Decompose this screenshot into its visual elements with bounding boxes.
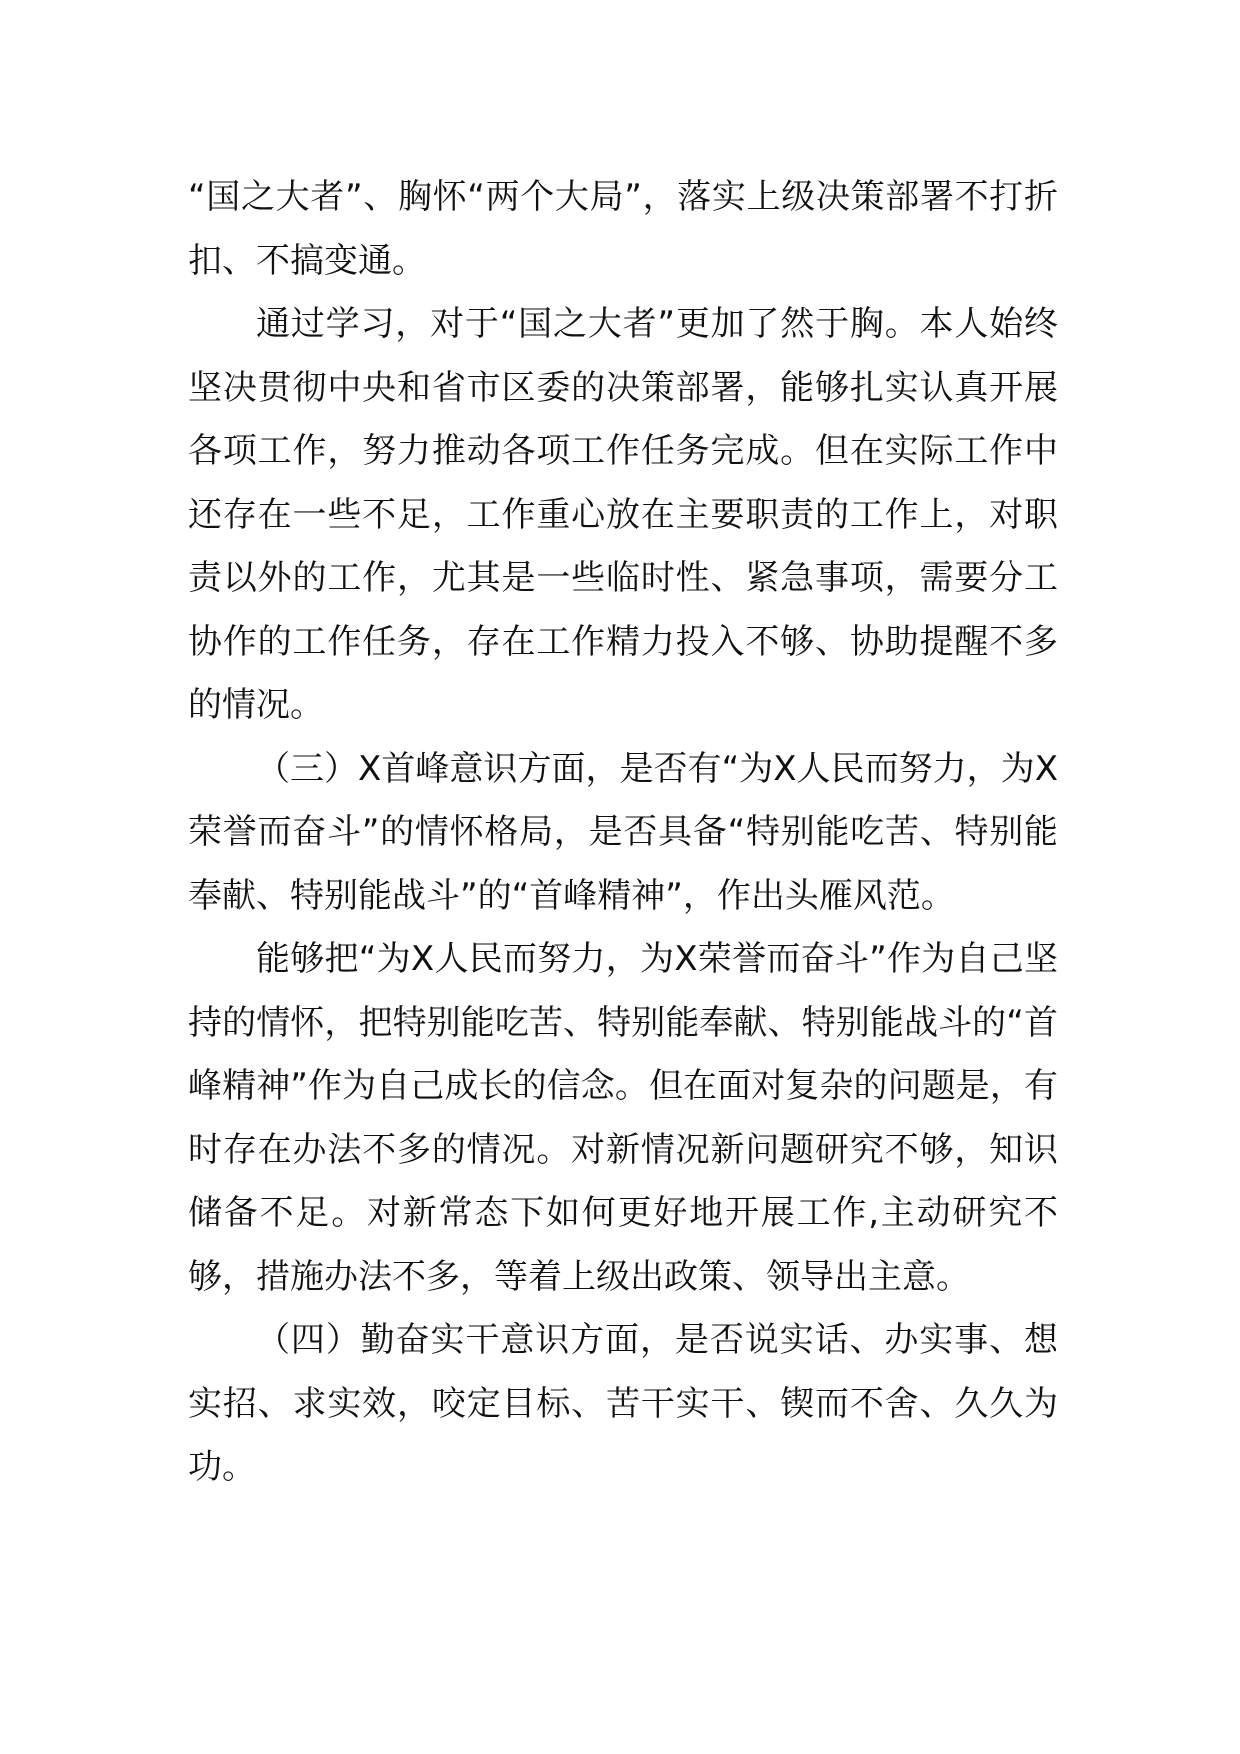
document-body: [188, 166, 1058, 1500]
paragraph-shoufeng-reflection: 能够把“为X人民而努力，为X荣誉而奋斗”作为自己坚持的情怀，把特别能吃苦、特别能奉献、特别能战斗的“首峰精神”作为自己成长的信念。但在面对复杂的问题是，有时存在办法不多的情况。对新情况新问题研究不够，知识储备不足。对新常态下如何更好地开展工作,主动研究不够，措施办法不多，等着上级出政策、领导出主意。: [188, 939, 1058, 1297]
section-heading-4: （四）勤奋实干意识方面，是否说实话、办实事、想实招、求实效，咬定目标、苦干实干、锲而不舍、久久为功。: [188, 1320, 1058, 1487]
paragraph-continuation: “国之大者”、胸怀“两个大局”，落实上级决策部署不打折扣、不搞变通。: [188, 177, 1058, 281]
paragraph-study-reflection: 通过学习，对于“国之大者”更加了然于胸。本人始终坚决贯彻中央和省市区委的决策部署，能够扎实认真开展各项工作，努力推动各项工作任务完成。但在实际工作中还存在一些不足，工作重心放在主要职责的工作上，对职责以外的工作，尤其是一些临时性、紧急事项，需要分工协作的工作任务，存在工作精力投入不够、协助提醒不多的情况。: [188, 304, 1058, 725]
section-heading-3: （三）X首峰意识方面，是否有“为X人民而努力，为X荣誉而奋斗”的情怀格局，是否具备“特别能吃苦、特别能奉献、特别能战斗”的“首峰精神”，作出头雁风范。: [188, 748, 1058, 916]
